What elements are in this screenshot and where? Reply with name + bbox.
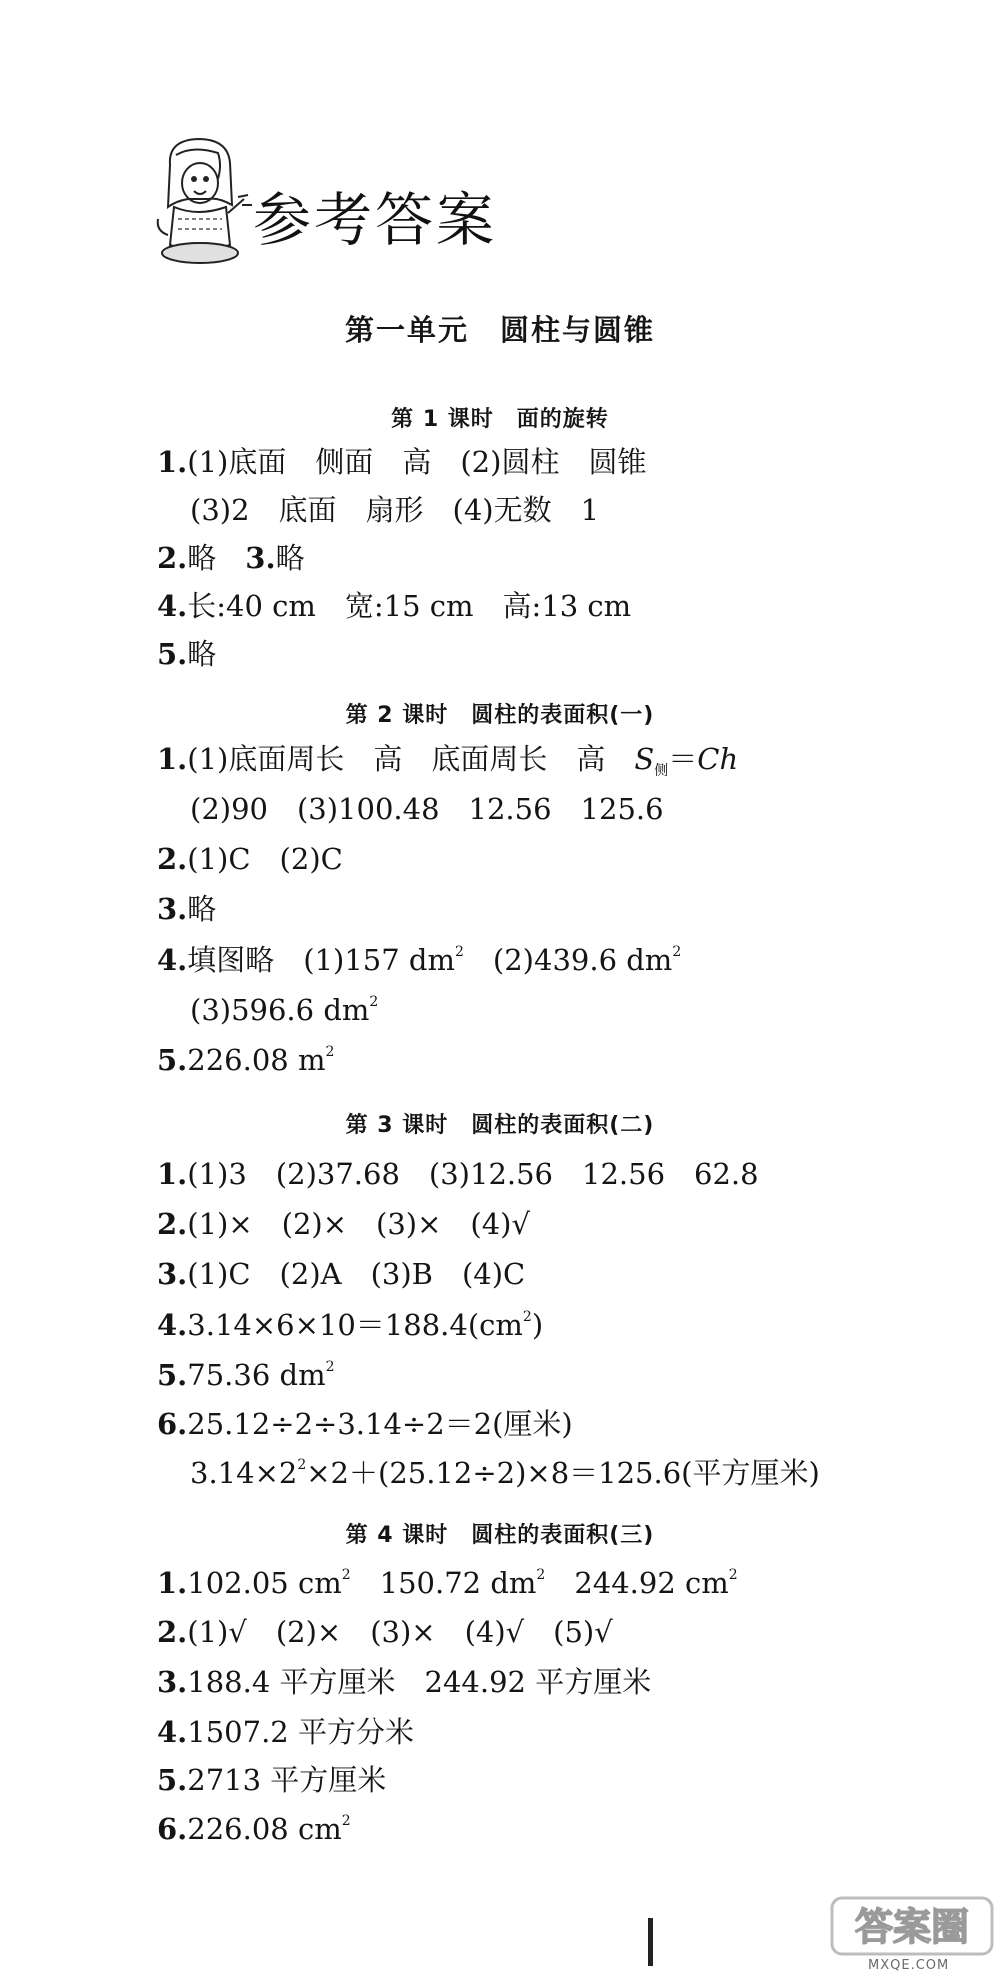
answer-line: 6.25.12÷2÷3.14÷2＝2(厘米) [157, 1407, 573, 1441]
answer-line: (2)90 (3)100.48 12.56 125.6 [190, 792, 664, 826]
answer-line: $4.3.14\times 6\times 10=188.4(cm^2)$ [157, 1308, 544, 1342]
answer-line: 4.填图略 (1)157 $dm^2$ (2)439.6 $dm^2$ [157, 943, 682, 977]
answer-line: 4.1507.2 平方分米 [157, 1715, 414, 1749]
answer-line: 3.略 [157, 892, 217, 926]
answer-line: 2.(1)√ (2)× (3)× (4)√ (5)√ [157, 1615, 613, 1649]
answer-line: 1.(1)3 (2)37.68 (3)12.56 12.56 62.8 [157, 1157, 759, 1191]
header [148, 135, 508, 265]
answer-line: $3.14\times 2^2\times 2+(25.12\div 2)\times 8=125.6$(平方厘米) [190, 1456, 820, 1490]
answer-line: 4.长:40 cm 宽:15 cm 高:13 cm [157, 589, 632, 623]
lesson-1-title: 第 1 课时 面的旋转 [391, 407, 609, 432]
mascot-illustration [148, 135, 258, 265]
margin-mark [648, 1918, 653, 1966]
answer-line: 5.2713 平方厘米 [157, 1763, 387, 1797]
unit-title: 第一单元 圆柱与圆锥 [344, 313, 655, 347]
answer-line: 2.(1)× (2)× (3)× (4)√ [157, 1207, 530, 1241]
answer-line: 2.(1)C (2)C [157, 842, 343, 876]
lesson-3-title: 第 3 课时 圆柱的表面积(二) [345, 1113, 655, 1138]
watermark-text: MXQE.COM [868, 1958, 950, 1973]
answer-line: 1.(1)底面周长 高 底面周长 高 $S_侧=Ch$ [157, 742, 739, 779]
answer-line: 5.75.36 $dm^2$ [157, 1358, 335, 1392]
answer-line: 2.略 3.略 [157, 541, 305, 575]
answer-line: 3.188.4 平方厘米 244.92 平方厘米 [157, 1665, 652, 1699]
answer-line: 6.226.08 $cm^2$ [157, 1812, 351, 1846]
answer-line: 5.略 [157, 637, 217, 671]
watermark-logo-icon [828, 1890, 998, 1960]
answer-line: 1.102.05 $cm^2$ 150.72 $dm^2$ 244.92 $cm^2$ [157, 1566, 738, 1600]
lesson-4-title: 第 4 课时 圆柱的表面积(三) [345, 1523, 655, 1548]
answer-line: (3)596.6 $dm^2$ [190, 993, 379, 1027]
lesson-2-title: 第 2 课时 圆柱的表面积(一) [345, 703, 655, 728]
svg-text:答案圈: 答案圈 [854, 1905, 970, 1949]
answer-line: (3)2 底面 扇形 (4)无数 1 [190, 493, 600, 527]
page-title: 参考答案 [253, 186, 498, 254]
answer-line: 1.(1)底面 侧面 高 (2)圆柱 圆锥 [157, 445, 647, 479]
answer-line: 5.226.08 $m^2$ [157, 1043, 335, 1077]
watermark [828, 1890, 998, 1978]
answer-line: 3.(1)C (2)A (3)B (4)C [157, 1257, 526, 1291]
